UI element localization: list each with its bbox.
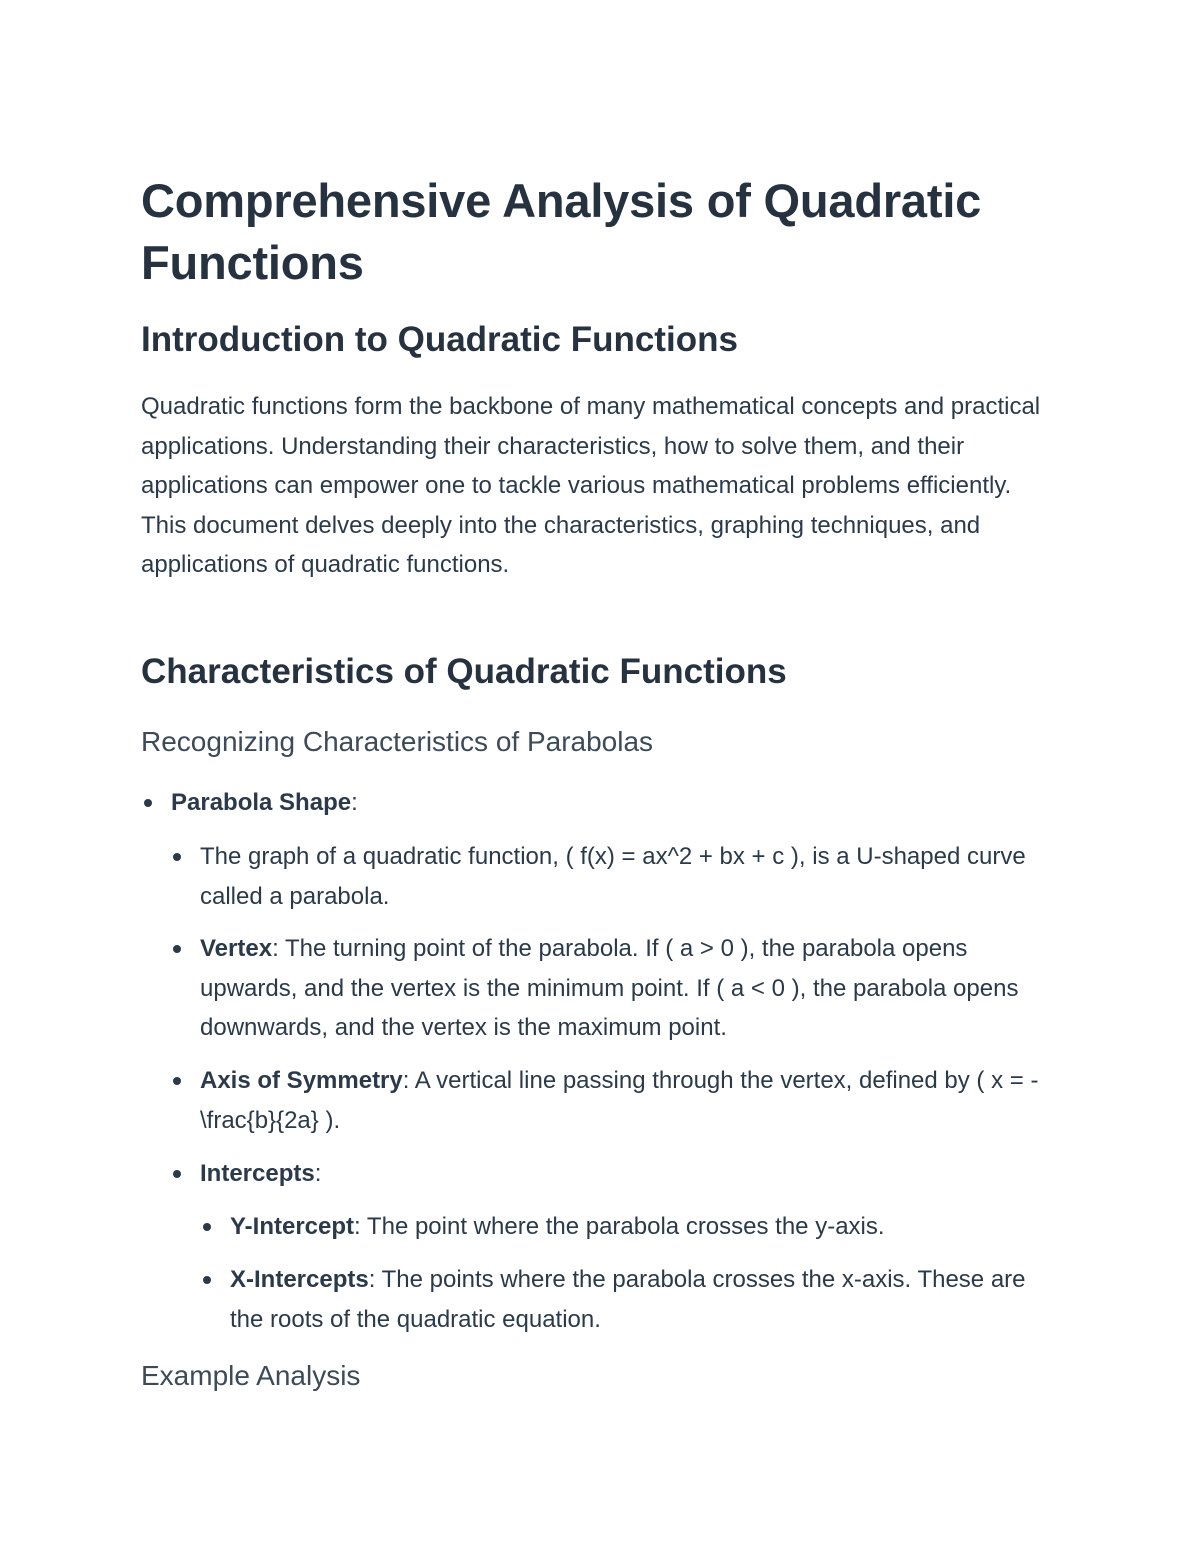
bullet-dot xyxy=(203,1276,211,1284)
list-item-parabola-shape xyxy=(171,783,1051,823)
bullet-dot xyxy=(173,1170,181,1178)
list-item-graph xyxy=(200,837,1060,916)
vertex-description: : The turning point of the parabola. If ( a > 0 ), the parabola opens upwards, and the vertex is the minimum point. If ( a < 0 ), the parabola opens downwards, and the vertex is the maximum point. xyxy=(200,935,1019,1041)
document-title: Comprehensive Analysis of Quadratic Functions xyxy=(141,174,982,289)
introduction-paragraph: Quadratic functions form the backbone of many mathematical concepts and practical applications. Understanding their characteristics, how to solve them, and their applications can empower one to tackle various mathematical problems efficiently. This document delves deeply into the characteristics, graphing techniques, and applications of quadratic functions. xyxy=(141,393,1041,578)
characteristics-heading: Characteristics of Quadratic Functions xyxy=(141,652,787,691)
bullet-dot xyxy=(203,1223,211,1231)
x-intercepts-description: : The points where the parabola crosses the x-axis. These are the roots of the quadratic equation. xyxy=(230,1266,1026,1333)
bullet-dot xyxy=(173,945,181,953)
axis-list xyxy=(200,1061,1060,1140)
graph-description: The graph of a quadratic function, ( f(x) = ax^2 + bx + c ), is a U-shaped curve called a parabola. xyxy=(200,843,1026,910)
axis-of-symmetry-label: Axis of Symmetry xyxy=(200,1067,403,1094)
list-item-vertex xyxy=(200,929,1060,1048)
recognizing-parabolas-subheading: Recognizing Characteristics of Parabolas xyxy=(141,726,654,757)
parabola-shape-colon: : xyxy=(351,789,358,816)
intercepts-list xyxy=(200,1154,1060,1194)
y-intercept-label: Y-Intercept xyxy=(230,1213,355,1240)
y-intercept-description: : The point where the parabola crosses the y-axis. xyxy=(354,1213,885,1240)
y-intercept-list xyxy=(230,1207,1060,1247)
graph-list xyxy=(200,837,1060,916)
example-analysis-heading: Example Analysis xyxy=(141,1360,361,1391)
parabola-shape-label: Parabola Shape xyxy=(171,789,352,816)
bullet-dot xyxy=(173,1077,181,1085)
vertex-label: Vertex xyxy=(200,935,273,962)
bullet-dot xyxy=(173,853,181,861)
list-item-intercepts xyxy=(200,1154,1060,1194)
list-item-axis-of-symmetry xyxy=(200,1061,1060,1140)
introduction-heading: Introduction to Quadratic Functions xyxy=(141,320,738,359)
intercepts-label: Intercepts xyxy=(200,1160,315,1187)
list-item-x-intercepts xyxy=(230,1260,1060,1339)
x-intercepts-list xyxy=(230,1260,1060,1339)
bullet-dot xyxy=(144,799,152,807)
parabola-shape-list xyxy=(171,783,1051,823)
x-intercepts-label: X-Intercepts xyxy=(230,1266,369,1293)
intercepts-colon: : xyxy=(314,1160,322,1187)
list-item-y-intercept xyxy=(230,1207,1060,1247)
vertex-list xyxy=(200,929,1060,1048)
axis-of-symmetry-description: : A vertical line passing through the vertex, defined by ( x = -\frac{b}{2a} ). xyxy=(200,1067,1039,1134)
